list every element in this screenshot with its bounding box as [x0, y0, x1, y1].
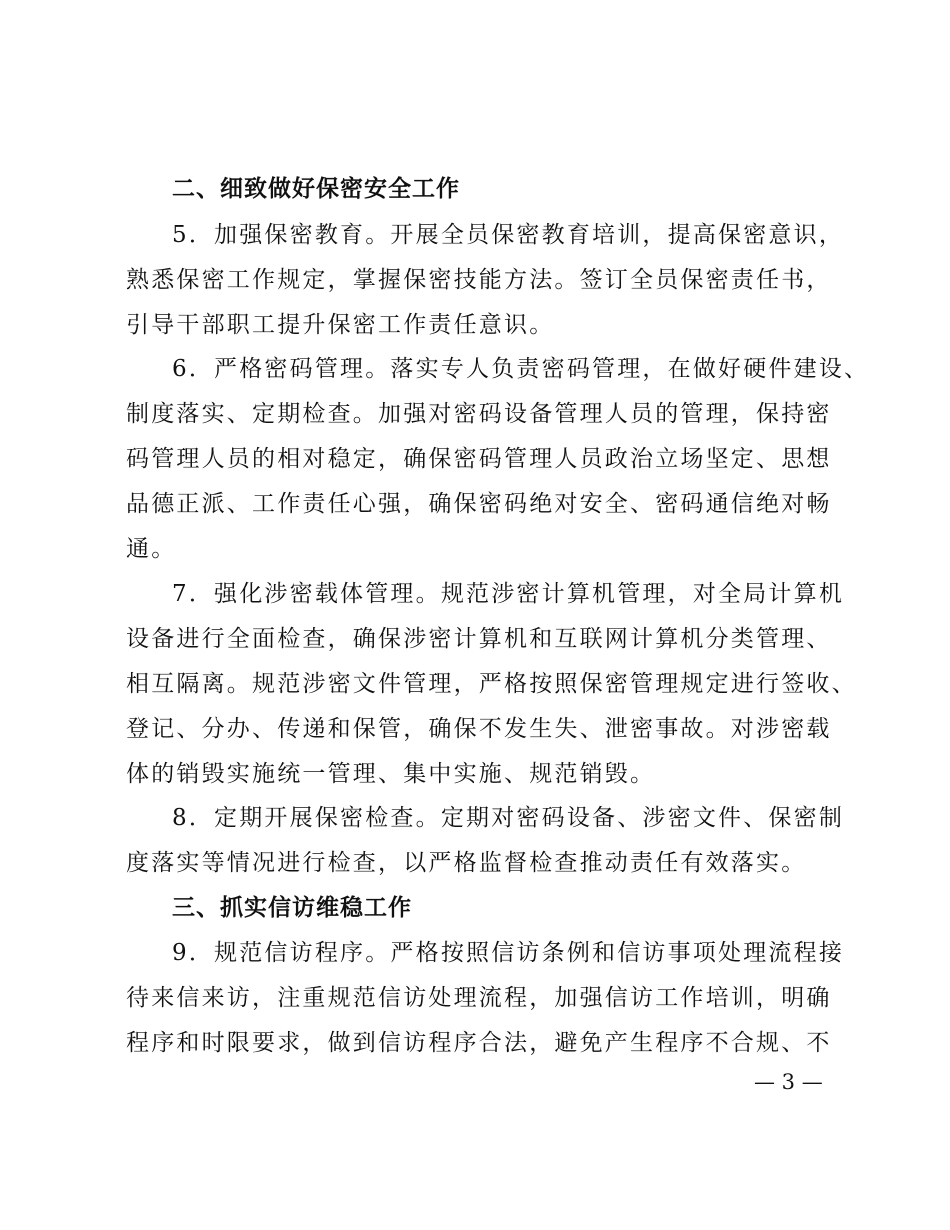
paragraph-line: 体的销毁实施统一管理、集中实施、规范销毁。	[126, 761, 656, 787]
paragraph-line: 码管理人员的相对稳定，确保密码管理人员政治立场坚定、思想	[126, 446, 832, 472]
page-number: — 3 —	[754, 1070, 823, 1094]
paragraph-line: 度落实等情况进行检查，以严格监督检查推动责任有效落实。	[126, 850, 807, 876]
paragraph-line: 相互隔离。规范涉密文件管理，严格按照保密管理规定进行签收、	[126, 671, 857, 697]
paragraph-line: 8．定期开展保密检查。定期对密码设备、涉密文件、保密制	[172, 805, 845, 831]
paragraph-line: 品德正派、工作责任心强，确保密码绝对安全、密码通信绝对畅	[126, 491, 832, 517]
paragraph-line: 通。	[126, 536, 177, 562]
paragraph-line: 程序和时限要求，做到信访程序合法，避免产生程序不合规、不	[126, 1030, 832, 1056]
paragraph-line: 5．加强保密教育。开展全员保密教育培训，提高保密意识，	[172, 222, 845, 248]
paragraph-line: 登记、分办、传递和保管，确保不发生失、泄密事故。对涉密载	[126, 716, 832, 742]
section-heading-2: 二、细致做好保密安全工作	[172, 176, 460, 202]
paragraph-line: 6．严格密码管理。落实专人负责密码管理，在做好硬件建设、	[172, 356, 870, 382]
paragraph-line: 熟悉保密工作规定，掌握保密技能方法。签订全员保密责任书，	[126, 267, 832, 293]
paragraph-line: 制度落实、定期检查。加强对密码设备管理人员的管理，保持密	[126, 401, 832, 427]
paragraph-line: 设备进行全面检查，确保涉密计算机和互联网计算机分类管理、	[126, 626, 832, 652]
section-heading-3: 三、抓实信访维稳工作	[172, 895, 412, 921]
paragraph-line: 引导干部职工提升保密工作责任意识。	[126, 312, 555, 338]
paragraph-line: 7．强化涉密载体管理。规范涉密计算机管理，对全局计算机	[172, 581, 845, 607]
paragraph-line: 待来信来访，注重规范信访处理流程，加强信访工作培训，明确	[126, 985, 832, 1011]
paragraph-line: 9．规范信访程序。严格按照信访条例和信访事项处理流程接	[172, 940, 845, 966]
